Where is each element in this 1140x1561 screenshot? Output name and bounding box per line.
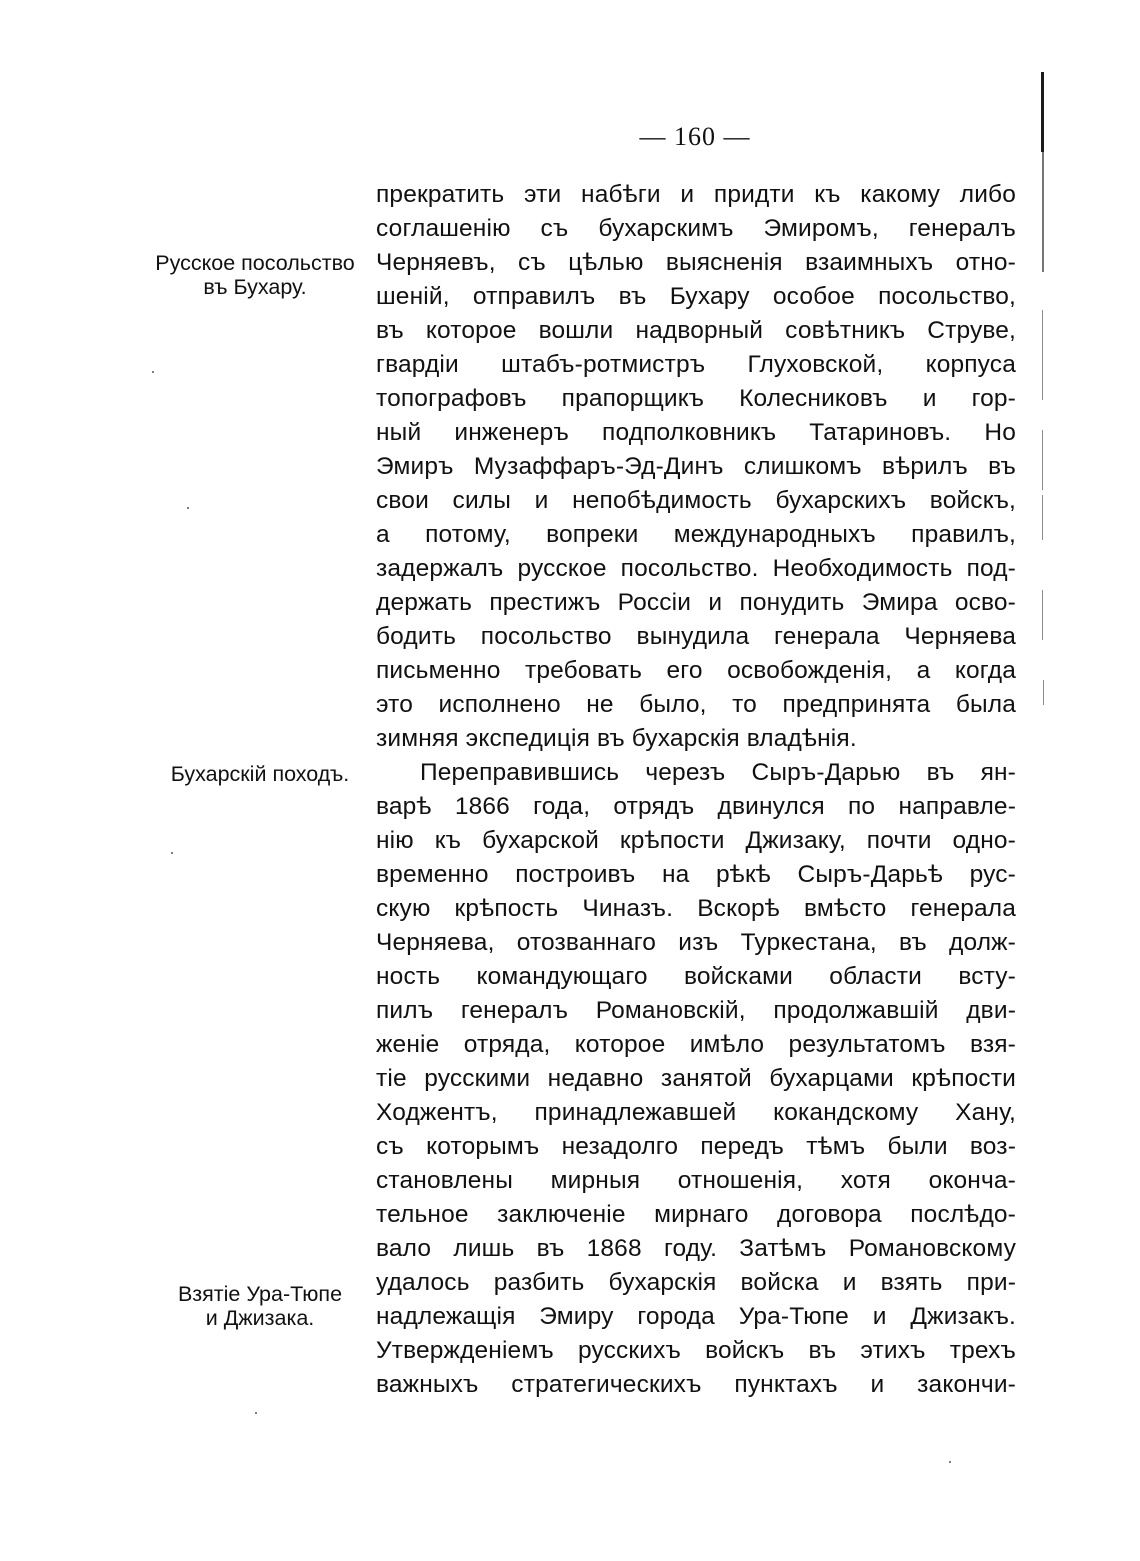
margin-note-line: въ Бухару. [203,275,307,299]
scan-speck [255,1412,257,1414]
margin-note-capture-ura-tyube [150,1282,370,1330]
margin-note-line: Бухарскій походъ. [170,762,350,786]
text-line: а потому, вопреки международныхъ правилъ, [376,521,1016,548]
text-line: пилъ генералъ Романовскій, продолжавшій дви- [376,997,1016,1024]
text-line: вало лишь въ 1868 году. Затѣмъ Романовскому [376,1235,1016,1262]
text-line: становлены мирныя отношенія, хотя оконча- [376,1167,1016,1194]
margin-note-bukhara-campaign [150,762,370,786]
text-line: держать престижъ Россіи и понудить Эмира осво- [376,589,1016,616]
page-edge-rule [1042,152,1044,272]
page-edge-rule [1042,495,1043,540]
text-line: скую крѣпость Чиназъ. Вскорѣ вмѣсто генерала [376,895,1016,922]
text-line: Ходжентъ, принадлежавшей кокандскому Хану, [376,1099,1016,1126]
text-line: Утвержденіемъ русскихъ войскъ въ этихъ трехъ [376,1337,1016,1364]
text-line: удалось разбить бухарскія войска и взять при- [376,1269,1016,1296]
text-line: тельное заключеніе мирнаго договора послѣдо- [376,1201,1016,1228]
text-line: временно построивъ на рѣкѣ Сыръ-Дарьѣ рус- [376,861,1016,888]
scan-speck [949,1461,951,1463]
text-line: гвардіи штабъ-ротмистръ Глуховской, корпуса [376,351,1016,378]
scan-speck [187,507,189,509]
text-line: зимняя экспедиція въ бухарскія владѣнія. [376,725,857,752]
text-line: прекратить эти набѣги и придти къ какому либо [376,181,1016,208]
text-line: въ которое вошли надворный совѣтникъ Струве, [376,317,1016,344]
text-line: тіе русскими недавно занятой бухарцами крѣпости [376,1065,1016,1092]
text-line: бодить посольство вынудила генерала Черняева [376,623,1016,650]
text-line: Черняевъ, съ цѣлью выясненія взаимныхъ отно- [376,249,1016,276]
margin-note-line: и Джизака. [205,1306,315,1330]
page-edge-rule [1042,430,1043,490]
text-line: варѣ 1866 года, отрядъ двинулся по направле- [376,793,1016,820]
text-line: Эмиръ Музаффаръ-Эд-Динъ слишкомъ вѣрилъ въ [376,453,1016,480]
margin-note-line: Русское посольство [155,251,355,275]
margin-note-russian-embassy [140,251,370,299]
text-line: нію къ бухарской крѣпости Джизаку, почти одно- [376,827,1016,854]
text-line: соглашенію съ бухарскимъ Эмиромъ, генералъ [376,215,1016,242]
text-line: письменно требовать его освобожденія, а когда [376,657,1016,684]
text-line: задержалъ русское посольство. Необходимость под- [376,555,1016,582]
text-line: топографовъ прапорщикъ Колесниковъ и гор- [376,385,1016,412]
body-text [376,178,1016,1402]
page-edge-rule [1042,310,1043,400]
text-line: шеній, отправилъ въ Бухару особое посольство, [376,283,1016,310]
scan-speck [152,371,154,373]
text-line: ность командующаго войсками области всту- [376,963,1016,990]
text-line: это исполнено не было, то предпринята была [376,691,1016,718]
text-line: Черняева, отозваннаго изъ Туркестана, въ долж- [376,929,1016,956]
margin-note-line: Взятіе Ура-Тюпе [177,1282,343,1306]
page-edge-rule [1041,72,1044,152]
text-line: женіе отряда, которое имѣло результатомъ взя- [376,1031,1016,1058]
page-number: — 160 — [639,122,751,151]
text-line: свои силы и непобѣдимость бухарскихъ войскъ, [376,487,1016,514]
text-line: надлежащія Эмиру города Ура-Тюпе и Джизакъ. [376,1303,1016,1330]
text-line: ный инженеръ подполковникъ Татариновъ. Но [376,419,1016,446]
page-edge-rule [1042,590,1043,640]
text-line: съ которымъ незадолго передъ тѣмъ были воз- [376,1133,1016,1160]
page-edge-rule [1043,680,1044,705]
text-line: Переправившись черезъ Сыръ-Дарью въ ян- [420,759,1016,786]
text-line: важныхъ стратегическихъ пунктахъ и закончи- [376,1371,1016,1398]
scan-speck [171,852,173,854]
